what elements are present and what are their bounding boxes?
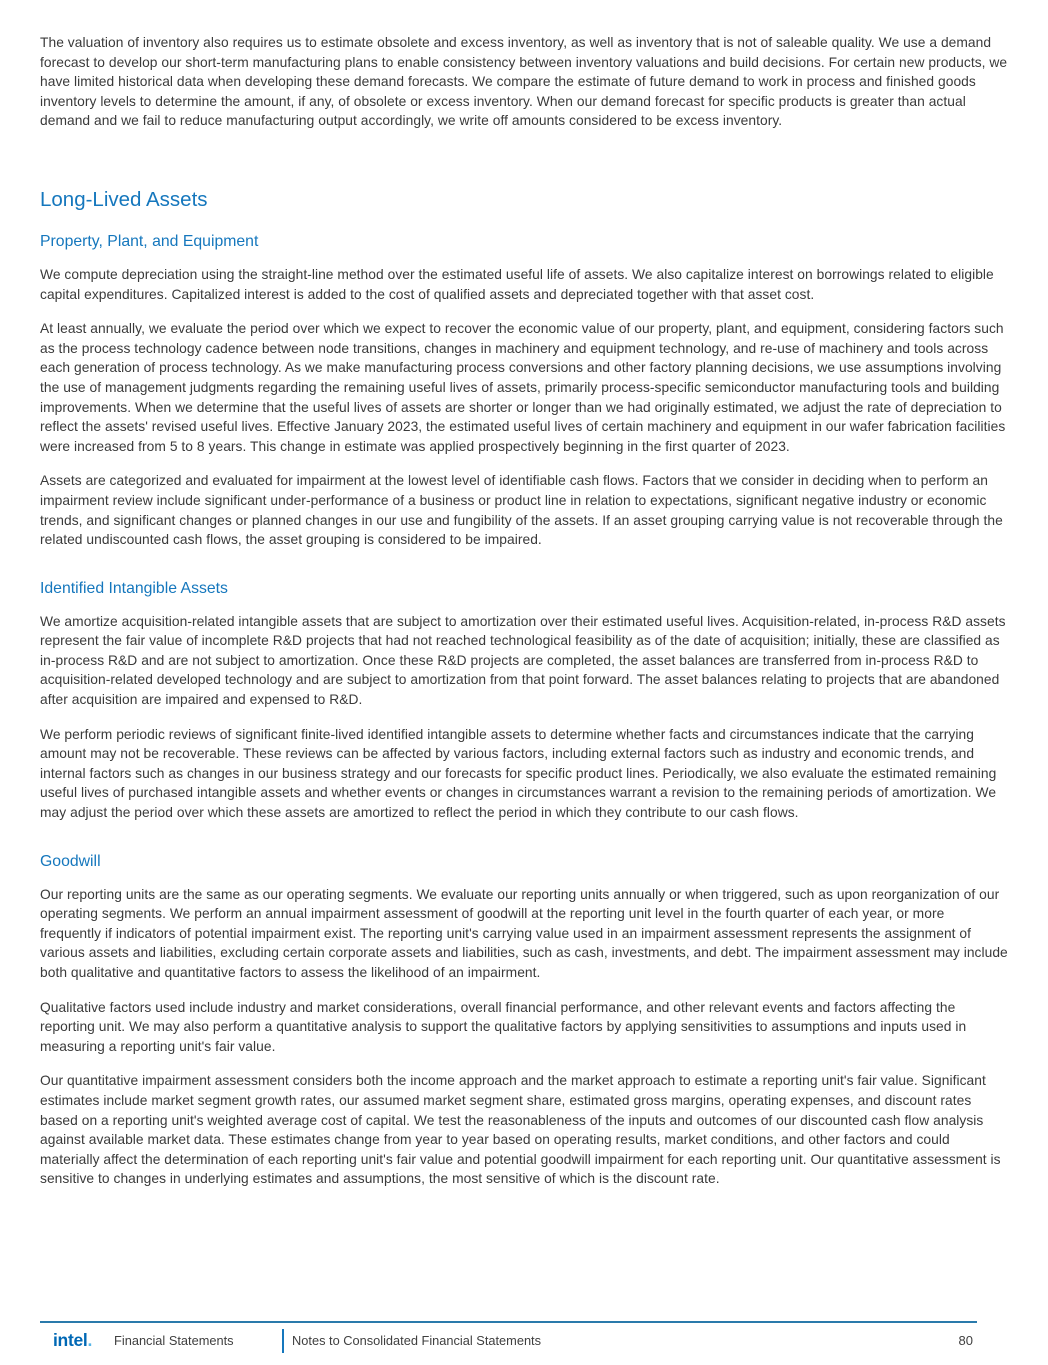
paragraph-goodwill-2: Qualitative factors used include industry and market considerations, overall financial performance, and other relevant events and factors affecting the reporting unit. We may also perform a quantitative analysis to support the qualitative factors by applying sensitivities to assumptions and inputs used in measuring a reporting unit's fair value. [40, 999, 967, 1054]
subsection-title-goodwill: Goodwill [40, 852, 101, 870]
subsection-title-identified-intangible-assets: Identified Intangible Assets [40, 579, 228, 597]
intro-paragraph: The valuation of inventory also requires us to estimate obsolete and excess inventory, as well as inventory that is not of saleable quality. We use a demand forecast to develop our short-term manufacturing plans to enable consistency between inventory valuations and build decisions. For certain new products, we have limited historical data when developing these demand forecasts. We compare the estimate of future demand to work in process and finished goods inventory levels to determine the amount, if any, of obsolete or excess inventory. When our demand forecast for specific products is greater than actual demand and we fail to reduce manufacturing output accordingly, we write off amounts considered to be excess inventory. [40, 35, 1008, 129]
paragraph-ppe-3: Assets are categorized and evaluated for impairment at the lowest level of identifiable cash flows. Factors that we consider in deciding when to perform an impairment review include significant under-performance of a business or product line in relation to expectations, significant negative industry or economic trends, and significant changes or planned changes in our use and fungibility of the assets. If an asset grouping carrying value is not recoverable through the related undiscounted cash flows, the asset grouping is considered to be impaired. [40, 473, 1003, 548]
paragraph-goodwill-3: Our quantitative impairment assessment considers both the income approach and the market approach to estimate a reporting unit's fair value. Significant estimates include market segment growth rates, our assumed market segment share, estimated gross margins, operating expenses, and discount rates based on a reporting unit's weighted average cost of capital. We test the reasonableness of the inputs and outcomes of our discounted cash flow analysis against available market data. These estimates change from year to year based on operating results, market conditions, and other factors and could materially affect the determination of each reporting unit's fair value and potential goodwill impairment for each reporting unit. Our quantitative assessment is sensitive to changes in underlying estimates and assumptions, the most sensitive of which is the discount rate. [40, 1073, 1001, 1187]
intel-logo [53, 1329, 93, 1350]
paragraph-ppe-2: At least annually, we evaluate the period over which we expect to recover the economic value of our property, plant, and equipment, considering factors such as the process technology cadence between node transitions, changes in machinery and equipment technology, and re-use of machinery and tools across each generation of process technology. As we make manufacturing process conversions and other factory planning decisions, we use assumptions involving the use of management judgments regarding the remaining useful lives of assets, primarily process-specific semiconductor manufacturing tools and building improvements. When we determine that the useful lives of assets are shorter or longer than we had originally estimated, we adjust the rate of depreciation to reflect the assets' revised useful lives. Effective January 2023, the estimated useful lives of certain machinery and equipment in our wafer fabrication facilities were increased from 5 to 8 years. This change in estimate was applied prospectively beginning in the first quarter of 2023. [40, 321, 1006, 454]
subsection-title-property-plant-equipment: Property, Plant, and Equipment [40, 232, 259, 250]
paragraph-intangibles-2: We perform periodic reviews of significant finite-lived identified intangible assets to determine whether facts and circumstances indicate that the carrying amount may not be recoverable. These reviews can be affected by various factors, including external factors such as industry and economic trends, and internal factors such as changes in our business strategy and our forecasts for specific product lines. Periodically, we also evaluate the estimated remaining useful lives of purchased intangible assets and whether events or changes in circumstances warrant a revision to the remaining periods of amortization. We may adjust the period over which these assets are amortized to reflect the period in which they contribute to our cash flows. [40, 726, 997, 821]
intel-logo-dot: . [87, 1329, 93, 1350]
footer-subsection-label: Notes to Consolidated Financial Statements [292, 1333, 542, 1348]
intel-logo-text: intel [53, 1329, 88, 1350]
paragraph-goodwill-1: Our reporting units are the same as our operating segments. We evaluate our reporting units annually or when triggered, such as upon reorganization of our operating segments. We perform an annual impairment assessment of goodwill at the reporting unit level in the fourth quarter of each year, or more frequently if indicators of potential impairment exist. The reporting unit's carrying value used in an impairment assessment represents the assignment of various assets and liabilities, excluding certain corporate assets and liabilities, such as cash, investments, and debt. The impairment assessment may include both qualitative and quantitative factors to assess the likelihood of an impairment. [40, 886, 1008, 980]
page-footer [40, 1321, 977, 1365]
footer-vertical-divider [282, 1329, 284, 1353]
paragraph-ppe-1: We compute depreciation using the straight-line method over the estimated useful life of assets. We also capitalize interest on borrowings related to eligible capital expenditures. Capitalized interest is added to the cost of qualified assets and depreciated together with that asset cost. [40, 266, 994, 302]
footer-section-label: Financial Statements [114, 1333, 234, 1348]
section-title-long-lived-assets: Long-Lived Assets [40, 187, 208, 211]
paragraph-intangibles-1: We amortize acquisition-related intangible assets that are subject to amortization over their estimated useful lives. Acquisition-related, in-process R&D assets represent the fair value of incomplete R&D projects that had not reached technological feasibility as of the date of acquisition; initially, these are classified as in-process R&D and are not subject to amortization. Once these R&D projects are completed, the asset balances are transferred from in-process R&D to acquisition-related developed technology and are subject to amortization from that point forward. The asset balances relating to projects that are abandoned after acquisition are impaired and expensed to R&D. [40, 613, 1006, 708]
page-number: 80 [958, 1333, 973, 1348]
footer-row [40, 1323, 977, 1351]
